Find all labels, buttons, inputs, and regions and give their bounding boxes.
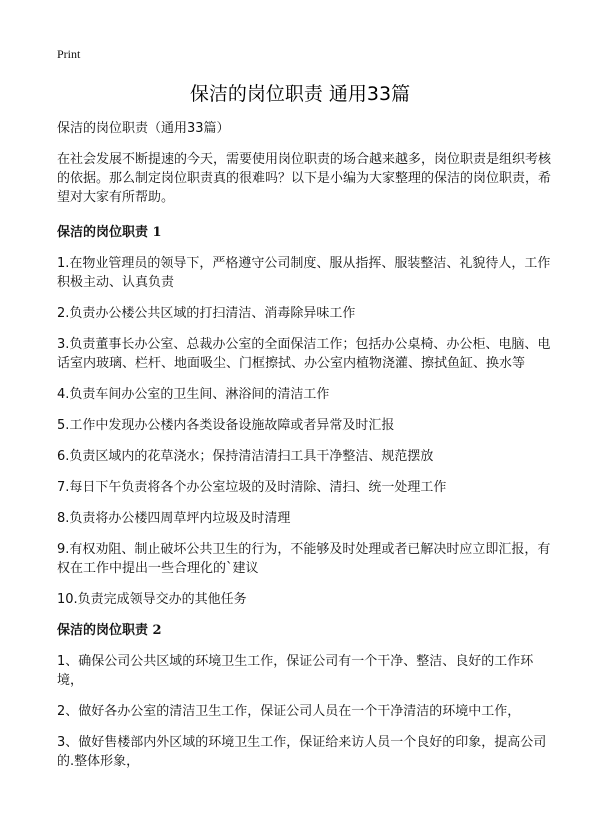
list-item: 3、做好售楼部内外区域的环境卫生工作，保证给来访人员一个良好的印象，提高公司的.整体形象， (57, 735, 547, 769)
list-item: 6.负责区域内的花草浇水；保持清洁清扫工具干净整洁、规范摆放 (57, 449, 434, 464)
document-body (57, 119, 557, 783)
list-item: 1.在物业管理员的领导下，严格遵守公司制度、服从指挥、服装整洁、礼貌待人，工作积极主动、认真负责 (57, 256, 551, 290)
list-item: 7.每日下午负责将各个办公室垃圾的及时清除、清扫、统一处理工作 (57, 480, 447, 495)
print-label: Print (57, 47, 81, 61)
section-heading-2: 保洁的岗位职责 2 (57, 623, 162, 638)
document-subtitle: 保洁的岗位职责（通用33篇） (57, 121, 230, 136)
list-item: 5.工作中发现办公楼内各类设备设施故障或者异常及时汇报 (57, 418, 395, 433)
list-item: 9.有权劝阻、制止破坏公共卫生的行为，不能够及时处理或者已解决时应立即汇报，有权在工作中提出一些合理化的`建议 (57, 542, 551, 576)
list-item: 8.负责将办公楼四周草坪内垃圾及时清理 (57, 511, 291, 526)
intro-paragraph: 在社会发展不断提速的今天，需要使用岗位职责的场合越来越多，岗位职责是组织考核的依据。那么制定岗位职责真的很难吗？以下是小编为大家整理的保洁的岗位职责，希望对大家有所帮助。 (57, 152, 552, 205)
section-heading-1: 保洁的岗位职责 1 (57, 225, 162, 240)
page-title: 保洁的岗位职责 通用33篇 (189, 83, 411, 105)
list-item: 10.负责完成领导交办的其他任务 (57, 592, 247, 607)
list-item: 2、做好各办公室的清洁卫生工作，保证公司人员在一个干净清洁的环境中工作， (57, 704, 521, 719)
list-item: 2.负责办公楼公共区域的打扫清洁、消毒除异味工作 (57, 306, 356, 321)
list-item: 1、确保公司公共区域的环境卫生工作，保证公司有一个干净、整洁、良好的工作环境， (57, 654, 534, 688)
list-item: 4.负责车间办公室的卫生间、淋浴间的清洁工作 (57, 387, 330, 402)
list-item: 3.负责董事长办公室、总裁办公室的全面保洁工作；包括办公桌椅、办公柜、电脑、电话室内玻璃、栏杆、地面吸尘、门框擦拭、办公室内植物浇灌、擦拭鱼缸、换水等 (57, 337, 551, 371)
